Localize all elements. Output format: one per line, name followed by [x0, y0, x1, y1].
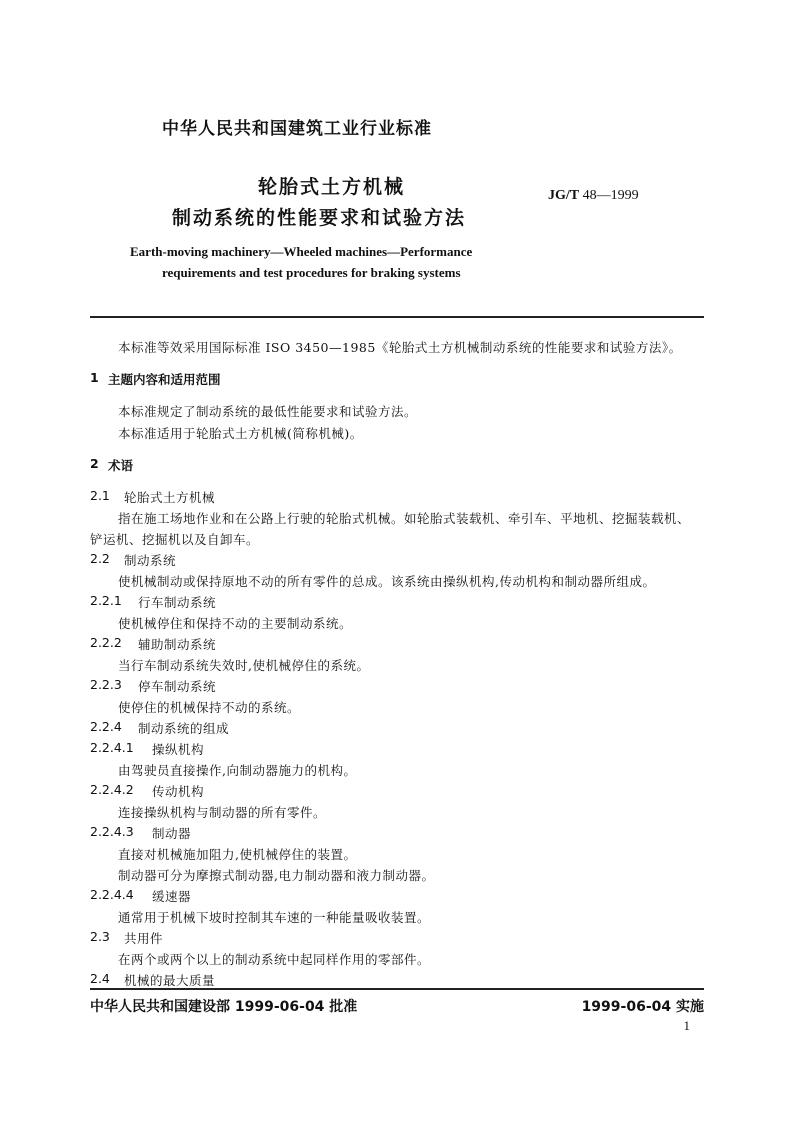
issuer-heading: 中华人民共和国建筑工业行业标准 — [162, 119, 432, 139]
term-title: 共用件 — [124, 931, 164, 946]
term-definition: 使机械制动或保持原地不动的所有零件的总成。该系统由操纵机构,传动机构和制动器所组成。 — [118, 574, 656, 589]
approval-statement: 中华人民共和国建设部 1999-06-04 批准 — [90, 999, 358, 1015]
term-number: 2.2.4.1 — [90, 740, 134, 755]
section-2-number: 2 — [90, 456, 99, 471]
term-number: 2.2.1 — [90, 593, 122, 608]
term-definition: 在两个或两个以上的制动系统中起同样作用的零部件。 — [118, 952, 431, 967]
term-definition: 由驾驶员直接操作,向制动器施力的机构。 — [118, 763, 357, 778]
term-title: 操纵机构 — [152, 742, 205, 757]
title-en-line1: Earth-moving machinery—Wheeled machines—Performance — [130, 244, 473, 259]
term-number: 2.2.4 — [90, 719, 122, 734]
term-number: 2.2 — [90, 551, 110, 566]
term-title: 辅助制动系统 — [138, 637, 217, 652]
title-cn-line1: 轮胎式土方机械 — [258, 176, 406, 198]
term-title: 缓速器 — [152, 889, 192, 904]
term-definition: 指在施工场地作业和在公路上行驶的轮胎式机械。如轮胎式装载机、牵引车、平地机、挖掘装载机、 — [118, 511, 691, 526]
standard-code-prefix: JG/T — [548, 188, 580, 203]
term-title: 制动系统 — [124, 553, 177, 568]
section-1-para-1: 本标准规定了制动系统的最低性能要求和试验方法。 — [118, 404, 418, 419]
term-number: 2.2.2 — [90, 635, 122, 650]
section-2-title: 术语 — [108, 458, 134, 473]
term-number: 2.1 — [90, 488, 110, 503]
term-number: 2.4 — [90, 971, 110, 986]
section-1-para-2: 本标准适用于轮胎式土方机械(简称机械)。 — [118, 426, 363, 441]
term-title: 传动机构 — [152, 784, 205, 799]
title-cn-line2: 制动系统的性能要求和试验方法 — [172, 207, 467, 229]
term-definition: 使停住的机械保持不动的系统。 — [118, 700, 301, 715]
term-title: 制动系统的组成 — [138, 721, 230, 736]
term-definition: 使机械停住和保持不动的主要制动系统。 — [118, 616, 353, 631]
section-1-number: 1 — [90, 370, 99, 385]
title-en-line2: requirements and test procedures for braking systems — [162, 265, 461, 280]
term-definition: 制动器可分为摩擦式制动器,电力制动器和液力制动器。 — [118, 868, 435, 883]
term-definition: 铲运机、挖掘机以及自卸车。 — [90, 532, 260, 547]
term-title: 制动器 — [152, 826, 192, 841]
term-number: 2.3 — [90, 929, 110, 944]
term-number: 2.2.4.2 — [90, 782, 134, 797]
intro-paragraph: 本标准等效采用国际标准 ISO 3450—1985《轮胎式土方机械制动系统的性能要求和试验方法》。 — [118, 340, 682, 355]
term-number: 2.2.3 — [90, 677, 122, 692]
standard-code — [548, 188, 639, 204]
standard-code-number: 48—1999 — [582, 188, 639, 203]
term-definition: 直接对机械施加阻力,使机械停住的装置。 — [118, 847, 357, 862]
term-definition: 当行车制动系统失效时,使机械停住的系统。 — [118, 658, 370, 673]
term-number: 2.2.4.4 — [90, 887, 134, 902]
term-number: 2.2.4.3 — [90, 824, 134, 839]
term-title: 停车制动系统 — [138, 679, 217, 694]
section-1-title: 主题内容和适用范围 — [108, 372, 221, 387]
effective-statement: 1999-06-04 实施 — [581, 999, 704, 1015]
term-title: 机械的最大质量 — [124, 973, 216, 988]
term-title: 轮胎式土方机械 — [124, 490, 216, 505]
header-divider — [90, 316, 704, 318]
page-number: 1 — [683, 1018, 690, 1033]
term-definition: 连接操纵机构与制动器的所有零件。 — [118, 805, 327, 820]
term-title: 行车制动系统 — [138, 595, 217, 610]
term-definition: 通常用于机械下坡时控制其车速的一种能量吸收装置。 — [118, 910, 431, 925]
footer-divider — [90, 988, 704, 990]
